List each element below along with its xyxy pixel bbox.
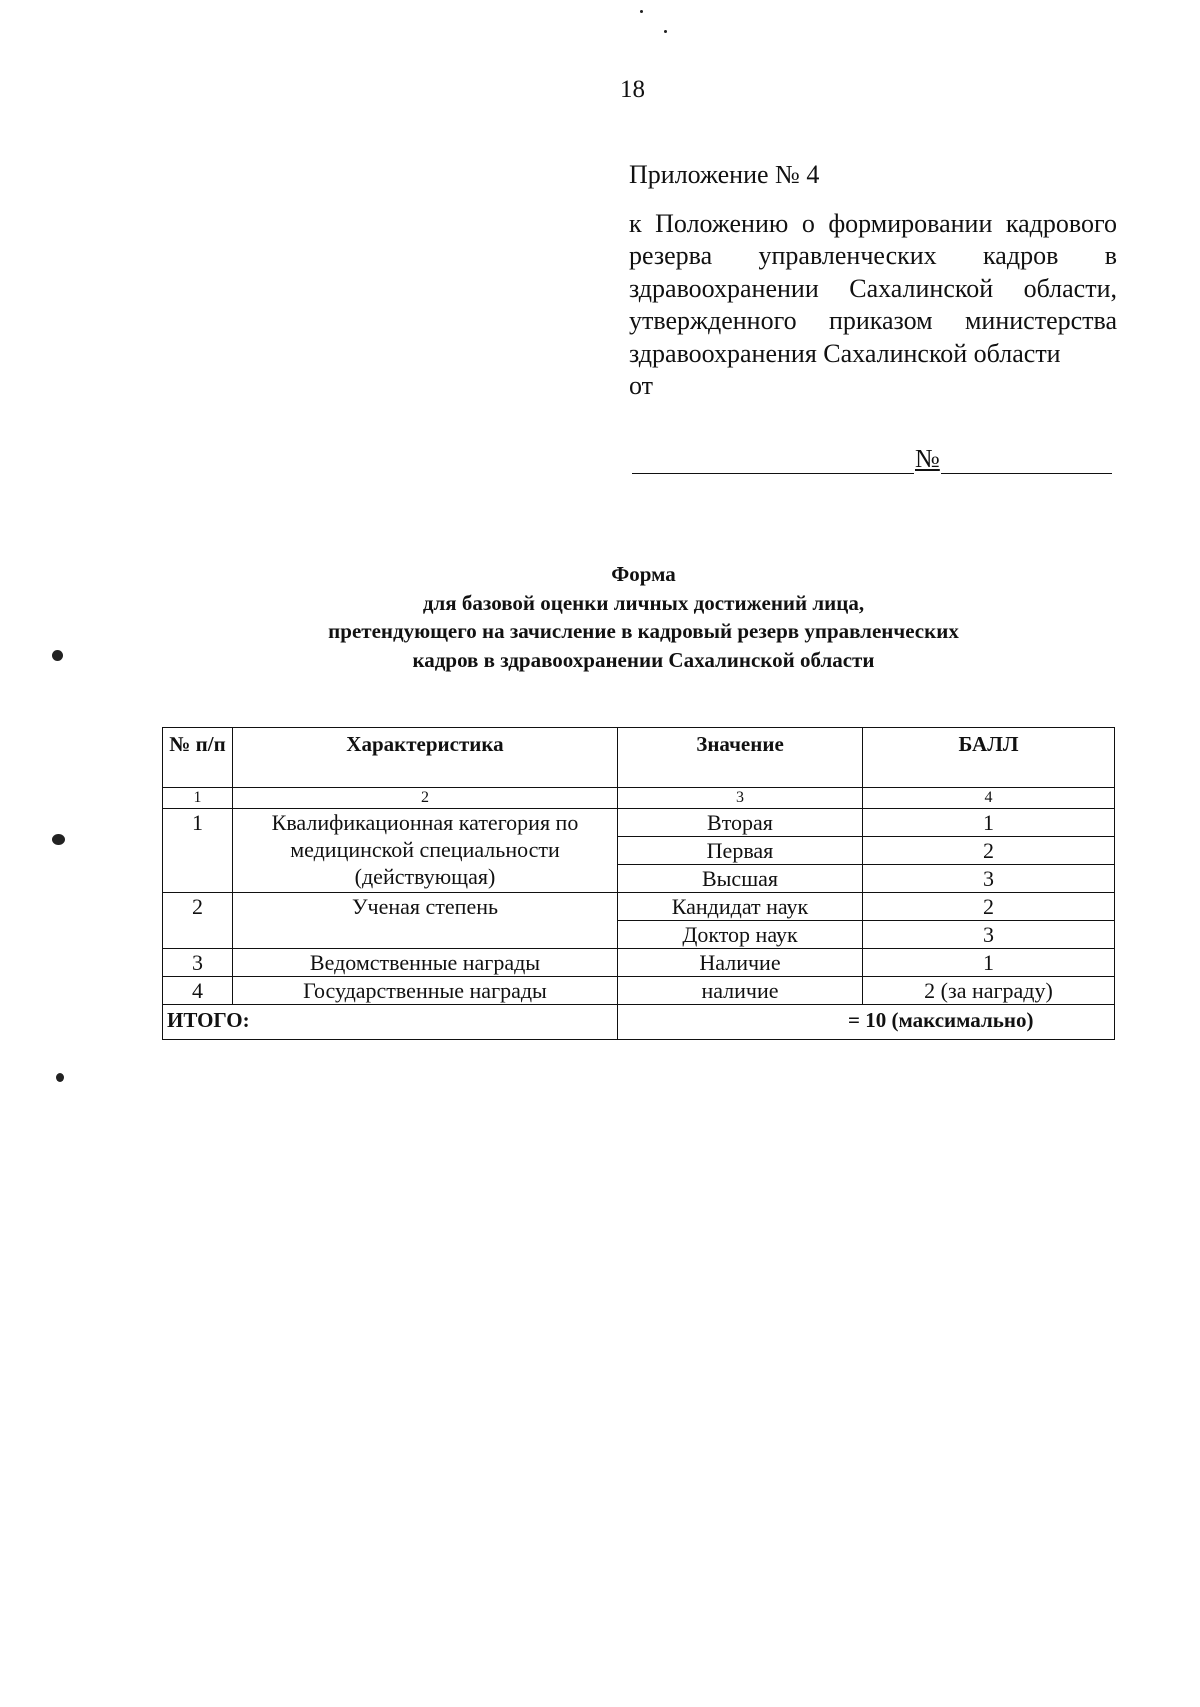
row-characteristic: Квалификационная категория по медицинской специальности (действующая) <box>233 809 618 893</box>
form-heading-line1: Форма <box>611 562 676 586</box>
row-value: Первая <box>618 837 863 865</box>
row-score: 2 <box>863 893 1115 921</box>
total-value: = 10 (максимально) <box>618 1005 1115 1040</box>
row-characteristic: Государственные награды <box>233 977 618 1005</box>
row-num: 2 <box>163 893 233 949</box>
form-heading-line3: претендующего на зачисление в кадровый резерв управленческих <box>328 619 959 643</box>
row-value: наличие <box>618 977 863 1005</box>
header-num: № п/п <box>163 728 233 788</box>
scan-speck <box>52 650 63 661</box>
header-value: Значение <box>618 728 863 788</box>
row-value: Высшая <box>618 865 863 893</box>
row-score: 1 <box>863 949 1115 977</box>
scan-speck <box>56 1073 64 1082</box>
column-number: 2 <box>233 788 618 809</box>
appendix-title: Приложение № 4 <box>629 160 820 189</box>
page-number: 18 <box>620 76 645 103</box>
column-number: 4 <box>863 788 1115 809</box>
signature-line <box>632 444 1112 474</box>
header-score: БАЛЛ <box>863 728 1115 788</box>
table-row <box>163 949 1115 977</box>
row-value: Доктор наук <box>618 921 863 949</box>
appendix-block <box>629 159 1117 403</box>
scan-speck <box>664 30 667 33</box>
row-score: 3 <box>863 921 1115 949</box>
table-header-row <box>163 728 1115 788</box>
column-number: 1 <box>163 788 233 809</box>
row-value: Вторая <box>618 809 863 837</box>
row-num: 3 <box>163 949 233 977</box>
form-heading-line4: кадров в здравоохранении Сахалинской области <box>412 647 875 672</box>
total-label: ИТОГО: <box>163 1005 618 1040</box>
form-heading-line2: для базовой оценки личных достижений лица, <box>422 590 865 615</box>
row-characteristic: Ведомственные награды <box>233 949 618 977</box>
table-row <box>163 809 1115 837</box>
row-score: 3 <box>863 865 1115 893</box>
row-num: 1 <box>163 809 233 893</box>
scan-speck <box>640 10 643 13</box>
column-number-row <box>163 788 1115 809</box>
row-score: 1 <box>863 809 1115 837</box>
row-num: 4 <box>163 977 233 1005</box>
row-value: Наличие <box>618 949 863 977</box>
row-score: 2 (за награду) <box>863 977 1115 1005</box>
appendix-text: к Положению о формировании кадрового резерва управленческих кадров в здравоохранении Сахалинской области, утвержденного приказом министерства здравоохранения Сахалинской области <box>629 208 1117 368</box>
table-row <box>163 977 1115 1005</box>
total-row <box>163 1005 1115 1040</box>
table-row <box>163 893 1115 921</box>
row-value: Кандидат наук <box>618 893 863 921</box>
header-characteristic: Характеристика <box>233 728 618 788</box>
number-sign: № <box>915 444 940 473</box>
column-number: 3 <box>618 788 863 809</box>
form-heading <box>200 560 1087 674</box>
row-score: 2 <box>863 837 1115 865</box>
number-blank <box>941 449 1112 474</box>
score-table <box>162 727 1115 1040</box>
appendix-from: от <box>629 371 654 400</box>
scan-speck <box>52 834 65 845</box>
row-characteristic: Ученая степень <box>233 893 618 949</box>
date-blank <box>632 449 914 474</box>
